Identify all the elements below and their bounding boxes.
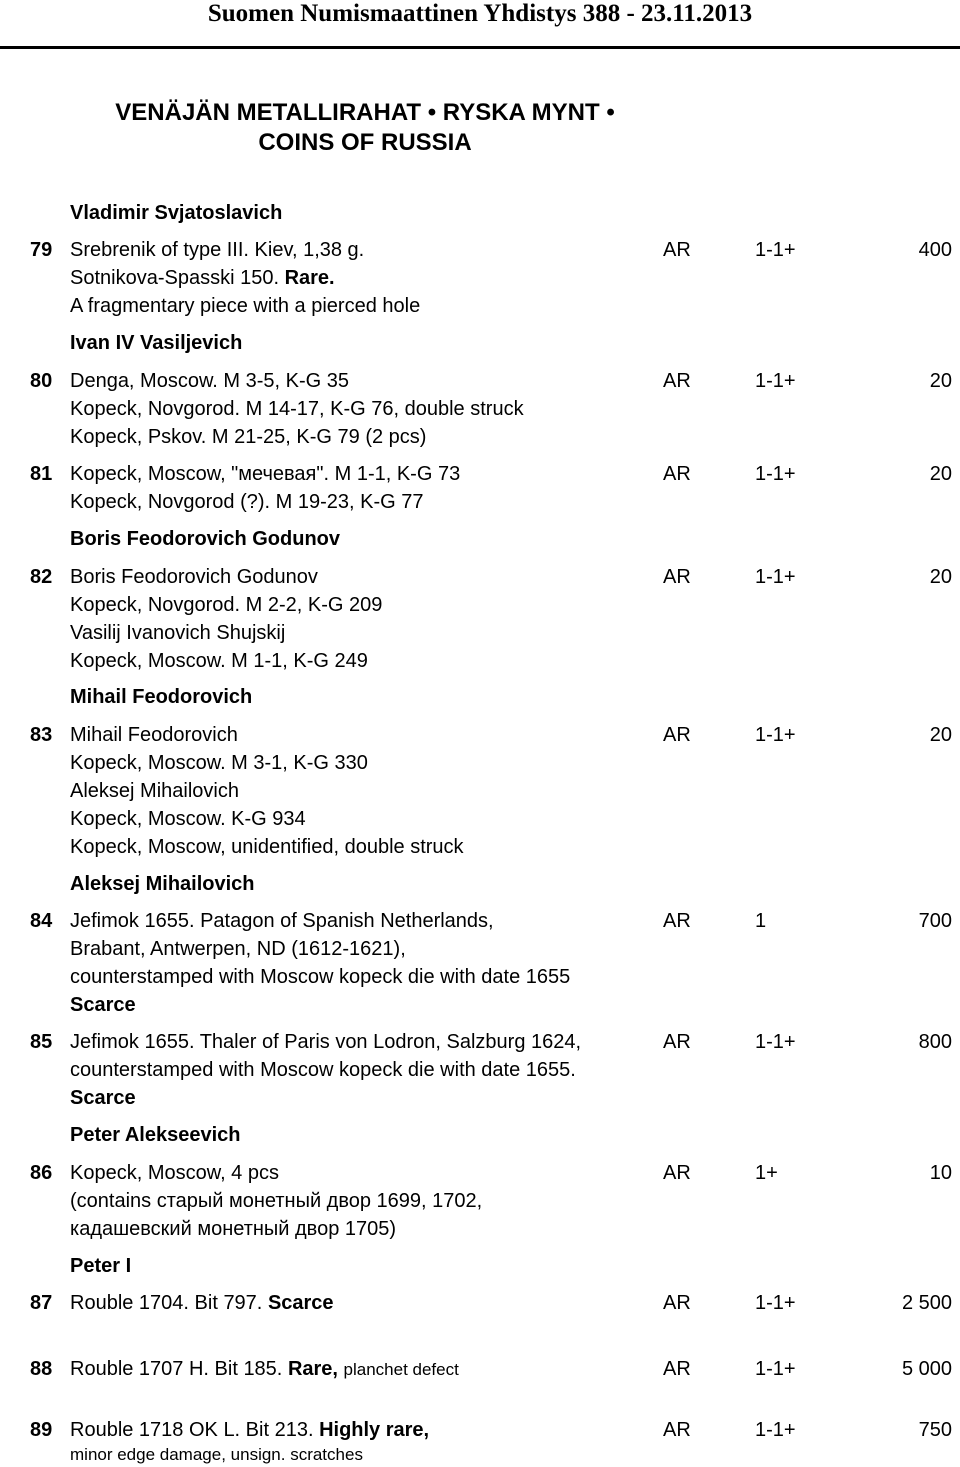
lot-grade: 1-1+ bbox=[755, 239, 796, 261]
lot-grade: 1-1+ bbox=[755, 463, 796, 485]
lot-number: 83 bbox=[30, 724, 53, 746]
section-heading: Mihail Feodorovich bbox=[70, 686, 253, 708]
lot-number: 85 bbox=[30, 1031, 53, 1053]
desc-line: Mihail Feodorovich bbox=[70, 724, 238, 746]
section-heading: Peter Alekseevich bbox=[70, 1124, 241, 1146]
lot-price: 750 bbox=[918, 1419, 952, 1441]
rarity-note: Scarce bbox=[267, 1292, 334, 1314]
lot-description bbox=[70, 721, 650, 861]
lot-price: 400 bbox=[918, 239, 952, 261]
section-heading: Boris Feodorovich Godunov bbox=[70, 528, 341, 550]
lot-price: 20 bbox=[929, 724, 952, 746]
desc-line: Kopeck, Moscow. M 3-1, K-G 330 bbox=[70, 752, 368, 774]
page-title bbox=[0, 98, 730, 158]
title-line-1: VENÄJÄN METALLIRAHAT • RYSKA MYNT • bbox=[115, 99, 615, 126]
title-line-2: COINS OF RUSSIA bbox=[258, 129, 472, 156]
desc-line: Kopeck, Pskov. M 21-25, K-G 79 (2 pcs) bbox=[70, 426, 427, 448]
lot-description bbox=[70, 367, 650, 451]
lot-metal: AR bbox=[663, 463, 691, 485]
desc-line: Srebrenik of type III. Kiev, 1,38 g. bbox=[70, 239, 365, 261]
lot-grade: 1-1+ bbox=[755, 1031, 796, 1053]
lot-number: 79 bbox=[30, 239, 53, 261]
lot-price: 5 000 bbox=[901, 1358, 952, 1380]
lot-metal: AR bbox=[663, 566, 691, 588]
lot-metal: AR bbox=[663, 239, 691, 261]
lot-grade: 1-1+ bbox=[755, 1358, 796, 1380]
lot-metal: AR bbox=[663, 910, 691, 932]
rarity-note: Rare. bbox=[284, 267, 335, 289]
desc-line: counterstamped with Moscow kopeck die with date 1655. bbox=[70, 1059, 576, 1081]
lot-description bbox=[70, 236, 650, 320]
desc-line: Kopeck, Moscow. K-G 934 bbox=[70, 808, 306, 830]
desc-line: Rouble 1718 OK L. Bit 213. Highly rare, bbox=[70, 1419, 430, 1441]
lot-grade: 1-1+ bbox=[755, 370, 796, 392]
condition-note: minor edge damage, unsign. scratches bbox=[70, 1445, 363, 1464]
desc-line: Denga, Moscow. M 3-5, K-G 35 bbox=[70, 370, 350, 392]
lot-price: 800 bbox=[918, 1031, 952, 1053]
desc-line: counterstamped with Moscow kopeck die with date 1655 bbox=[70, 966, 571, 988]
section-heading: Vladimir Svjatoslavich bbox=[70, 202, 283, 224]
lot-number: 84 bbox=[30, 910, 53, 932]
desc-line: Rouble 1707 H. Bit 185. Rare, planchet defect bbox=[70, 1358, 459, 1380]
desc-line: Jefimok 1655. Patagon of Spanish Netherlands, bbox=[70, 910, 494, 932]
lot-number: 89 bbox=[30, 1419, 53, 1441]
lot-metal: AR bbox=[663, 1292, 691, 1314]
desc-line: Jefimok 1655. Thaler of Paris von Lodron, Salzburg 1624, bbox=[70, 1031, 582, 1053]
lot-metal: AR bbox=[663, 724, 691, 746]
lot-number: 82 bbox=[30, 566, 53, 588]
condition-note: planchet defect bbox=[343, 1360, 459, 1379]
desc-line: Kopeck, Novgorod (?). M 19-23, K-G 77 bbox=[70, 491, 424, 513]
lot-number: 88 bbox=[30, 1358, 53, 1380]
desc-line: Kopeck, Moscow, "мечевая". M 1-1, K-G 73 bbox=[70, 463, 461, 485]
header-rule bbox=[0, 46, 960, 49]
lot-grade: 1-1+ bbox=[755, 566, 796, 588]
lot-grade: 1+ bbox=[755, 1162, 778, 1184]
lot-metal: AR bbox=[663, 1031, 691, 1053]
lot-description bbox=[70, 1355, 650, 1384]
section-heading: Ivan IV Vasiljevich bbox=[70, 332, 243, 354]
lot-grade: 1-1+ bbox=[755, 724, 796, 746]
desc-line: кадашевский монетный двор 1705) bbox=[70, 1218, 397, 1240]
lot-metal: AR bbox=[663, 1358, 691, 1380]
lot-grade: 1-1+ bbox=[755, 1292, 796, 1314]
lot-metal: AR bbox=[663, 1162, 691, 1184]
lot-grade: 1 bbox=[755, 910, 767, 932]
lot-number: 86 bbox=[30, 1162, 53, 1184]
desc-line: Boris Feodorovich Godunov bbox=[70, 566, 318, 588]
lot-metal: AR bbox=[663, 370, 691, 392]
lot-number: 80 bbox=[30, 370, 53, 392]
lot-description bbox=[70, 563, 650, 675]
lot-description bbox=[70, 460, 650, 516]
section-heading: Aleksej Mihailovich bbox=[70, 873, 255, 895]
desc-line: Kopeck, Moscow. M 1-1, K-G 249 bbox=[70, 650, 368, 672]
lot-number: 81 bbox=[30, 463, 53, 485]
lot-number: 87 bbox=[30, 1292, 53, 1314]
rarity-note: Rare, bbox=[287, 1358, 338, 1380]
desc-line: Kopeck, Moscow, unidentified, double struck bbox=[70, 836, 464, 858]
lot-price: 700 bbox=[918, 910, 952, 932]
lot-price: 20 bbox=[929, 463, 952, 485]
lot-description bbox=[70, 1416, 650, 1466]
lot-grade: 1-1+ bbox=[755, 1419, 796, 1441]
lot-description bbox=[70, 1159, 650, 1243]
desc-line: Sotnikova-Spasski 150. Rare. bbox=[70, 267, 335, 289]
desc-line: Rouble 1704. Bit 797. Scarce bbox=[70, 1292, 334, 1314]
rarity-note: Scarce bbox=[70, 1087, 136, 1109]
rarity-note: Scarce bbox=[70, 994, 136, 1016]
section-heading: Peter I bbox=[70, 1255, 132, 1277]
lot-price: 2 500 bbox=[901, 1292, 952, 1314]
lot-price: 20 bbox=[929, 370, 952, 392]
lot-price: 10 bbox=[929, 1162, 952, 1184]
desc-line: Kopeck, Novgorod. M 14-17, K-G 76, double struck bbox=[70, 398, 524, 420]
desc-line: Kopeck, Novgorod. M 2-2, K-G 209 bbox=[70, 594, 383, 616]
desc-line: Kopeck, Moscow, 4 pcs bbox=[70, 1162, 279, 1184]
lot-metal: AR bbox=[663, 1419, 691, 1441]
lot-price: 20 bbox=[929, 566, 952, 588]
lot-description bbox=[70, 1028, 650, 1112]
lot-description bbox=[70, 1289, 650, 1317]
desc-line: Aleksej Mihailovich bbox=[70, 780, 239, 802]
rarity-note: Highly rare, bbox=[319, 1419, 430, 1441]
desc-line: Vasilij Ivanovich Shujskij bbox=[70, 622, 286, 644]
desc-line: A fragmentary piece with a pierced hole bbox=[70, 295, 421, 317]
desc-line: Brabant, Antwerpen, ND (1612-1621), bbox=[70, 938, 406, 960]
desc-line: (contains старый монетный двор 1699, 1702, bbox=[70, 1190, 483, 1212]
lot-description bbox=[70, 907, 650, 1019]
page-header: Suomen Numismaattinen Yhdistys 388 - 23.11.2013 bbox=[207, 0, 753, 27]
